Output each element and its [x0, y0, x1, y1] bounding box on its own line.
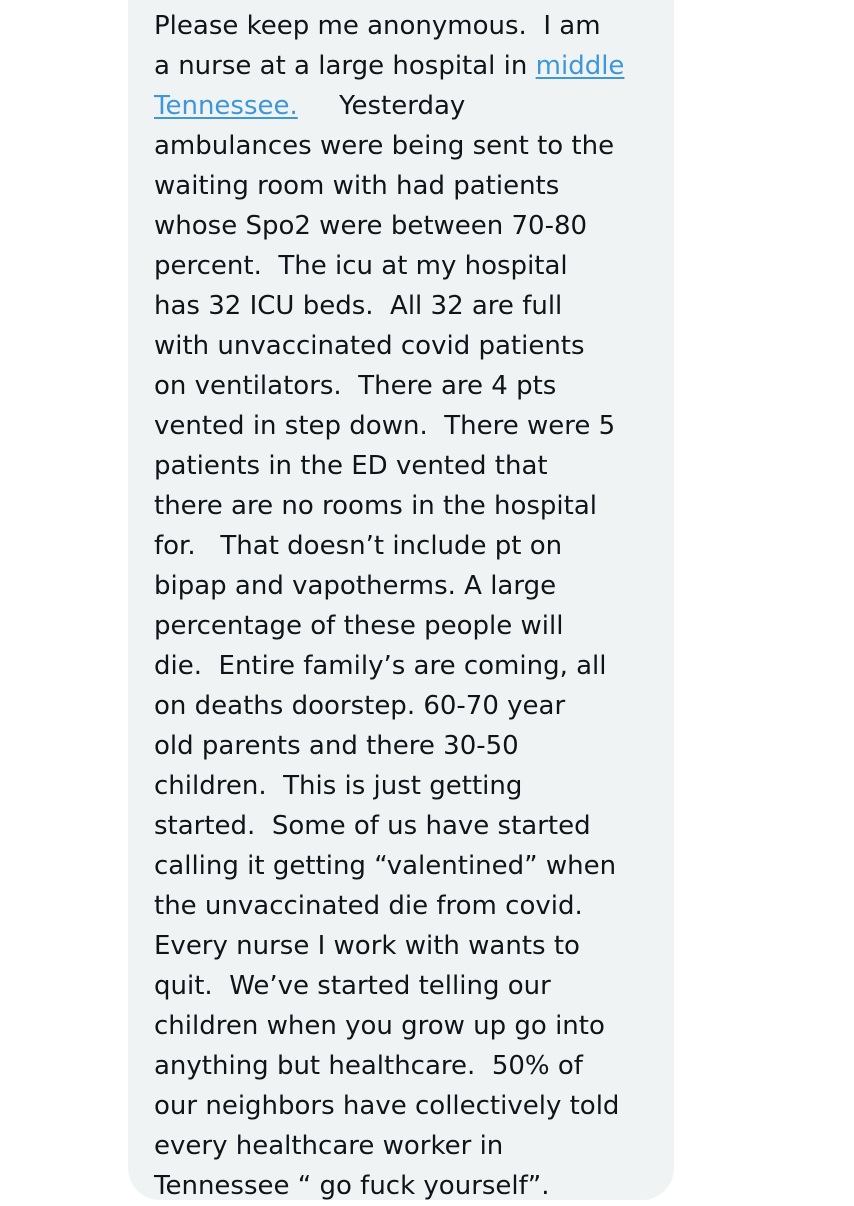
message-line: Tennessee “ go fuck yourself”.	[154, 1171, 550, 1201]
message-text	[154, 6, 654, 1206]
message-line: on ventilators. There are 4 pts	[154, 371, 557, 401]
message-line: the unvaccinated die from covid.	[154, 891, 583, 921]
message-line: our neighbors have collectively told	[154, 1091, 620, 1121]
message-line: vented in step down. There were 5	[154, 411, 616, 441]
message-line: on deaths doorstep. 60-70 year	[154, 691, 566, 721]
message-line: there are no rooms in the hospital	[154, 491, 597, 521]
message-line: has 32 ICU beds. All 32 are full	[154, 291, 563, 321]
message-line: ambulances were being sent to the	[154, 131, 615, 161]
location-link-tennessee[interactable]: Tennessee.	[154, 91, 298, 121]
message-line: started. Some of us have started	[154, 811, 591, 841]
location-link-middle[interactable]: middle	[535, 51, 625, 81]
message-line: quit. We’ve started telling our	[154, 971, 551, 1001]
message-line: for. That doesn’t include pt on	[154, 531, 563, 561]
message-line: a nurse at a large hospital in	[154, 51, 536, 81]
message-line: die. Entire family’s are coming, all	[154, 651, 607, 681]
message-line: Please keep me anonymous. I am	[154, 11, 601, 41]
message-line: old parents and there 30-50	[154, 731, 519, 761]
message-line: children when you grow up go into	[154, 1011, 605, 1041]
message-line: percent. The icu at my hospital	[154, 251, 568, 281]
message-line: whose Spo2 were between 70-80	[154, 211, 588, 241]
message-line: Every nurse I work with wants to	[154, 931, 580, 961]
message-line: children. This is just getting	[154, 771, 523, 801]
message-line: anything but healthcare. 50% of	[154, 1051, 583, 1081]
message-line: Yesterday	[297, 91, 466, 121]
message-line: with unvaccinated covid patients	[154, 331, 585, 361]
message-line: waiting room with had patients	[154, 171, 560, 201]
message-line: patients in the ED vented that	[154, 451, 548, 481]
message-line: every healthcare worker in	[154, 1131, 504, 1161]
message-line: calling it getting “valentined” when	[154, 851, 617, 881]
message-line: bipap and vapotherms. A large	[154, 571, 557, 601]
message-line: percentage of these people will	[154, 611, 564, 641]
